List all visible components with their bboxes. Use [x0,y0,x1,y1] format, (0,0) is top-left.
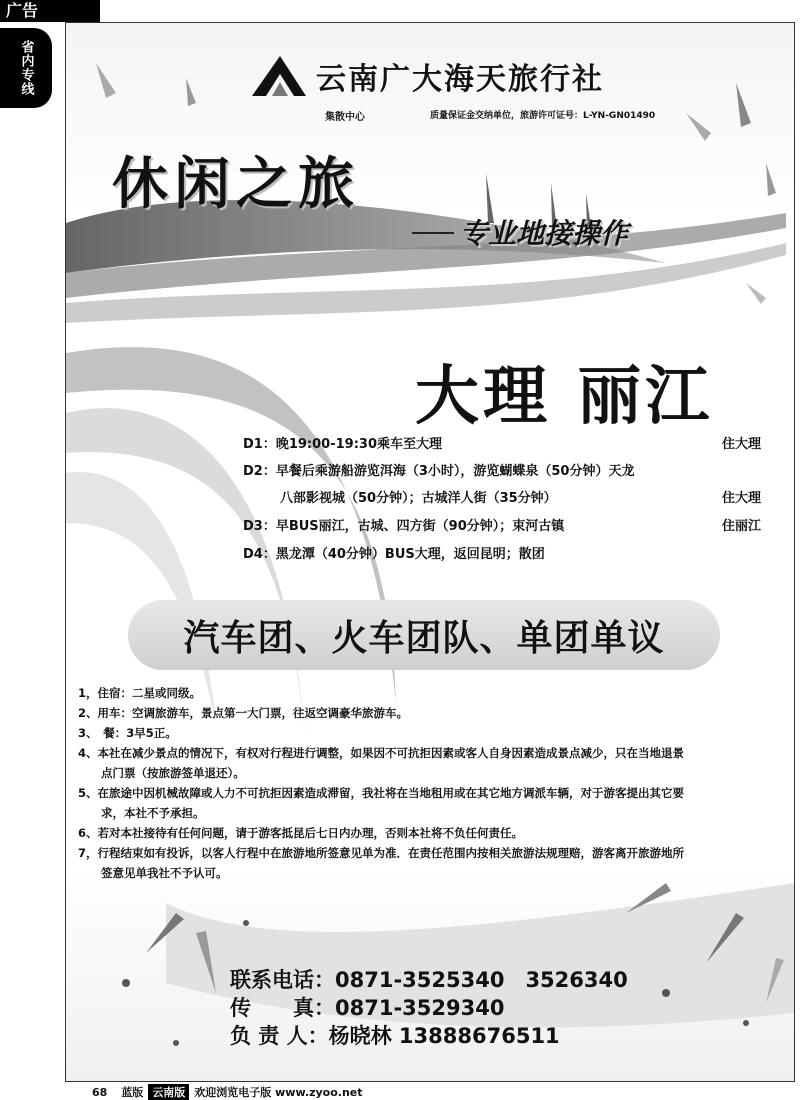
terms-line: 点门票（按旅游签单退还）。 [101,766,245,780]
center-label: 集散中心 [325,112,365,123]
terms-line: 6、若对本社接待有任何问题，请于游客抵昆后七日内办理，否则本社将不负任何责任。 [78,826,523,840]
tagline-dash [412,232,454,234]
terms-list [78,683,790,883]
page-footer [92,1084,363,1100]
terms-line: 5、在旅途中因机械故障或人力不可抗拒因素造成滞留，我社将在当地租用或在其它地方调派车辆，对于游客提出其它要 [78,786,684,800]
section-tab: 省内专线 [0,28,52,108]
itinerary-row: D2：早餐后乘游船游览洱海（3小时），游览蝴蝶泉（50分钟）天龙 [243,464,635,479]
itinerary-row: 八部影视城（50分钟）；古城洋人街（35分钟） [280,491,557,506]
terms-line: 3、 餐：3早5正。 [78,726,177,740]
ad-label: 广告 [0,0,100,22]
group-banner [128,600,720,670]
terms-line: 签意见单我社不予认可。 [101,866,228,880]
license-text: 质量保证金交纳单位，旅游许可证号：L-YN-GN01490 [430,111,656,121]
footer-slogan: 欢迎浏览电子版 www.zyoo.net [194,1086,363,1099]
terms-line: 2、用车：空调旅游车，景点第一大门票，往返空调豪华旅游车。 [78,706,408,720]
hero-tagline: 专业地接操作 [460,217,629,250]
itinerary-row: D3：早BUS丽江，古城、四方街（90分钟）；束河古镇 [243,519,565,534]
terms-line: 4、本社在减少景点的情况下，有权对行程进行调整，如果因不可抗拒因素或客人自身因素造成景点减少，只在当地退景 [78,746,684,760]
contact-line: 负 责 人：杨晓林 13888676511 [230,1024,560,1048]
page-number: 68 [92,1085,108,1099]
itinerary-stay: 住大理 [722,437,762,452]
terms-line: 7，行程结束如有投诉，以客人行程中在旅游地所签意见单为准．在责任范围内按相关旅游法规理赔，游客离开旅游地所 [78,846,684,860]
edition-label: 蓝版 [121,1086,144,1099]
banner-text: 汽车团、火车团队、单团单议 [183,617,665,659]
company-header [250,52,604,100]
company-logo-icon [250,52,308,100]
brand-label: 云南版 [148,1084,189,1100]
contact-info [230,966,628,1050]
itinerary-stay: 住丽江 [722,519,762,534]
contact-line: 传 真：0871-3529340 [230,996,505,1020]
itinerary-row: D1：晚19:00-19:30乘车至大理 [243,437,442,452]
itinerary-stay: 住大理 [722,491,762,506]
hero-title: 休闲之旅 [112,151,360,217]
contact-line: 联系电话：0871-3525340 3526340 [230,968,628,992]
itinerary-row: D4：黑龙潭（40分钟）BUS大理，返回昆明；散团 [243,547,545,562]
destination-title: 大理 丽江 [415,359,714,434]
terms-line: 1，住宿：二星或同级。 [78,686,202,700]
terms-line: 求，本社不予承担。 [101,806,205,820]
company-name: 云南广大海天旅行社 [316,62,604,97]
